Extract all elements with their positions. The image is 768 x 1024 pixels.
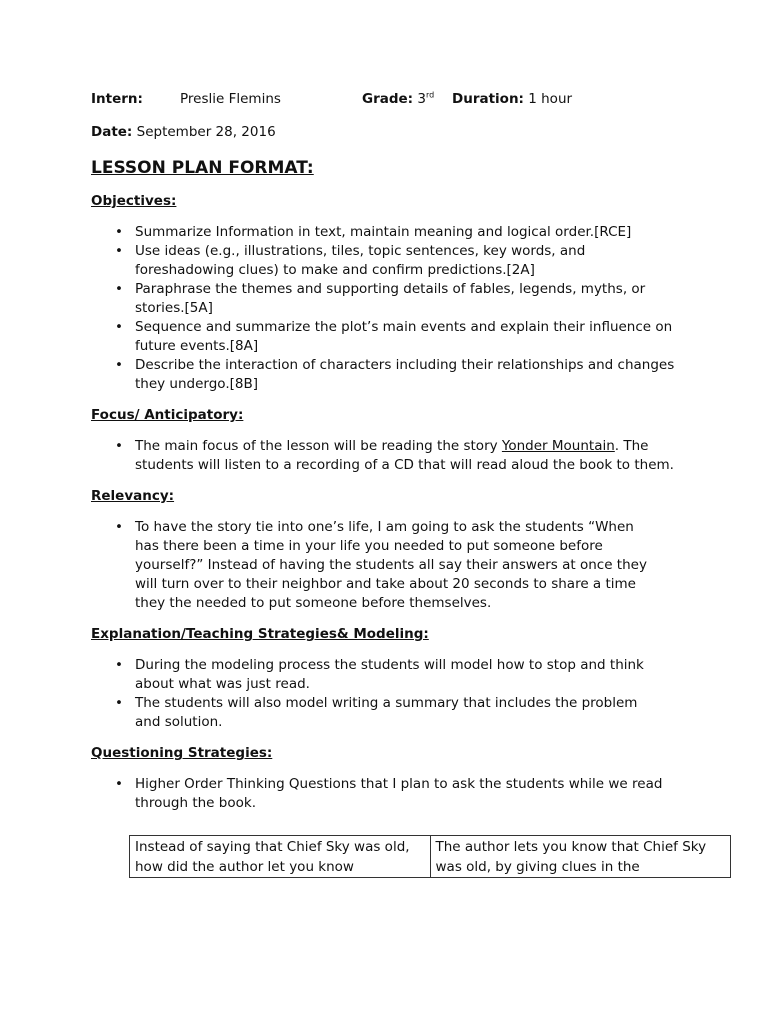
focus-heading: Focus/ Anticipatory:	[91, 407, 244, 423]
date-row	[91, 123, 731, 143]
table-cell-answer: The author lets you know that Chief Sky was old, by giving clues in the	[430, 836, 731, 878]
list-item: • To have the story tie into one’s life, I am going to ask the students “When has there been a time in your life you needed to put someone before yourself?” Instead of having the students all say their answers at once they will turn over to their neighbor and take about 20 seconds to share a time they the needed to put someone before themselves.	[135, 518, 660, 613]
grade-label: Grade:	[362, 91, 414, 107]
grade-suffix: rd	[425, 90, 435, 100]
relevancy-list	[91, 518, 731, 613]
list-item: • Use ideas (e.g., illustrations, tiles, topic sentences, key words, and foreshadowing clues) to make and confirm predictions.[2A]	[135, 242, 675, 280]
intern-label: Intern:	[91, 91, 143, 107]
grade-field	[362, 90, 434, 109]
questioning-heading: Questioning Strategies:	[91, 745, 273, 761]
page-title: LESSON PLAN FORMAT:	[91, 158, 314, 178]
document-page	[91, 90, 731, 878]
header-row	[91, 90, 731, 110]
date-value: September 28, 2016	[136, 124, 276, 140]
table-row	[130, 836, 731, 878]
grade-value: 3	[417, 91, 426, 107]
explanation-list	[91, 656, 731, 732]
duration-value: 1 hour	[528, 91, 573, 107]
intern-value: Preslie Flemins	[180, 91, 281, 107]
book-title: Yonder Mountain	[501, 438, 615, 454]
duration-label: Duration:	[452, 91, 524, 107]
focus-text-before: The main focus of the lesson will be reading the story	[135, 438, 502, 454]
objectives-heading: Objectives:	[91, 193, 177, 209]
list-item: • Paraphrase the themes and supporting details of fables, legends, myths, or stories.[5A]	[135, 280, 675, 318]
list-item: • Describe the interaction of characters including their relationships and changes they undergo.[8B]	[135, 356, 675, 394]
list-item: • Higher Order Thinking Questions that I plan to ask the students while we read through the book.	[135, 775, 685, 813]
list-item	[135, 437, 675, 475]
relevancy-heading: Relevancy:	[91, 488, 175, 504]
objectives-list	[91, 223, 731, 394]
table-cell-question: Instead of saying that Chief Sky was old, how did the author let you know	[130, 836, 431, 878]
questioning-list	[91, 775, 731, 813]
focus-text-after: . The students will listen to a recording of a CD that will read aloud the book to them.	[135, 438, 674, 473]
list-item: • During the modeling process the students will model how to stop and think about what was just read.	[135, 656, 660, 694]
explanation-heading: Explanation/Teaching Strategies& Modeling:	[91, 626, 429, 642]
duration-field	[452, 90, 572, 109]
list-item: • Summarize Information in text, maintain meaning and logical order.[RCE]	[135, 223, 675, 242]
focus-list	[91, 437, 731, 475]
list-item: • Sequence and summarize the plot’s main events and explain their influence on future events.[8A]	[135, 318, 675, 356]
questions-table	[129, 835, 731, 878]
list-item: • The students will also model writing a summary that includes the problem and solution.	[135, 694, 660, 732]
date-label: Date:	[91, 124, 133, 140]
